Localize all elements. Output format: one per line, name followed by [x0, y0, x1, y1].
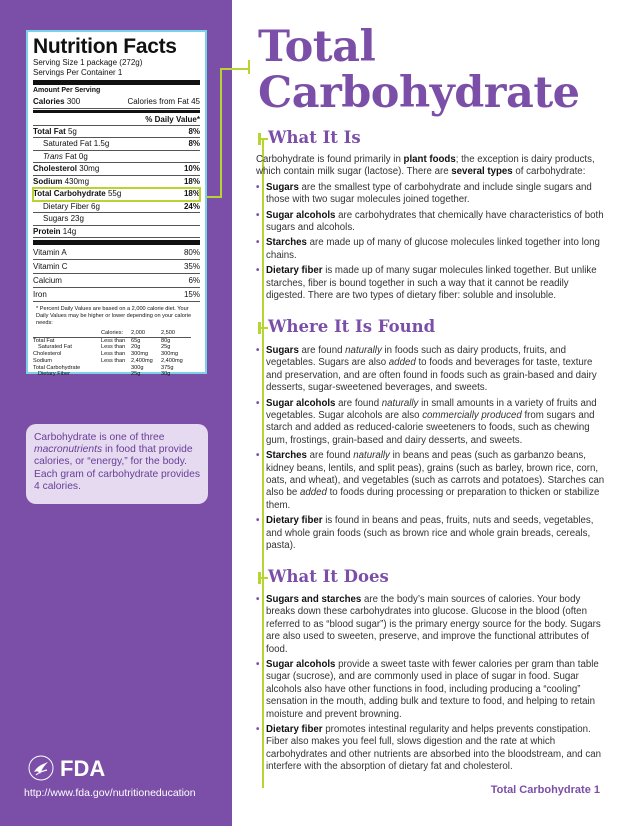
list-item: • Sugars are the smallest type of carbohydrate and include single sugars and those with two sugar molecules joined together. [256, 181, 592, 206]
nutrient-row-total-fat: Total Fat 5g 8% [33, 126, 200, 139]
nutrient-row-trans-fat: Trans Fat 0g [33, 151, 200, 164]
svg-text:FDA: FDA [60, 757, 106, 779]
calories-row: Calories 300 Calories from Fat 45 [33, 96, 200, 109]
section-heading-where-found: Where It Is Found [268, 317, 436, 336]
section-tick-line [258, 327, 268, 329]
section-what-it-is [256, 154, 608, 305]
nutrient-row-cholesterol: Cholesterol 30mg 10% [33, 163, 200, 176]
footer-label: Total Carbohydrate [490, 784, 591, 796]
macronutrient-callout: Carbohydrate is one of three macronutrients in food that provide calories, or “energy,” for the body. Each gram of carbohydrate provides 4 calories. [26, 424, 208, 504]
calories-from-fat: Calories from Fat 45 [127, 97, 200, 106]
section-where-found [256, 345, 608, 556]
nutrition-facts-title: Nutrition Facts [33, 35, 177, 58]
nutrient-row-dietary-fiber: Dietary Fiber 6g 24% [33, 201, 200, 214]
what-it-is-intro: Carbohydrate is found primarily in plant foods; the exception is dairy products, which contain milk sugar (lactose). There are several types of carbohydrate: [256, 154, 595, 178]
page-footer [491, 784, 600, 796]
list-item: • Dietary fiber is found in beans and peas, fruits, nuts and seeds, vegetables, and whole grain foods (such as brown rice and whole grain breads, cereals, pasta). [256, 515, 594, 552]
vitamin-row: Iron 15% [33, 288, 200, 302]
list-item: • Sugar alcohols provide a sweet taste with fewer calories per gram than table sugar (sucrose), and are commonly used in place of sugar in food. Sugar alcohols also have other functions in food, including producing a “cooling” sensation in the mouth, adding bulk and texture to food, and helping to retain moisture and prevent browning. [256, 659, 599, 720]
list-item: • Dietary fiber is made up of many sugar molecules linked together. But unlike starches, fiber is bound together in such a way that it cannot be readily digested. There are two types of dietary fiber: soluble and insoluble. [256, 265, 597, 302]
hhs-eagle-icon [28, 755, 54, 781]
list-item: • Sugars are found naturally in foods such as dairy products, fruits, and vegetables. Sugars are also added to foods and beverages for taste, texture and preservation, and are often found in foods such as grain-based and dairy desserts, sugar-sweetened beverages, and sweets. [256, 345, 597, 394]
vitamin-row: Vitamin A 80% [33, 246, 200, 260]
amount-per-serving: Amount Per Serving [33, 87, 101, 94]
label-divider [33, 240, 200, 245]
vitamin-row: Vitamin C 35% [33, 260, 200, 274]
list-item: • Dietary fiber promotes intestinal regularity and helps prevents constipation. Fiber also makes you feel full, slows digestion and the rate at which carbohydrates and other nutrients are absorbed into the bloodstream, and can interfere with the absorption of dietary fat and cholesterol. [256, 724, 601, 773]
nutrient-row-sodium: Sodium 430mg 18% [33, 176, 200, 189]
label-footnote: * Percent Daily Values are based on a 2,000 calorie diet. Your Daily Values may be higher or lower depending on your calorie needs: [36, 306, 192, 326]
section-heading-what-it-is: What It Is [268, 128, 361, 147]
connector-line [220, 68, 248, 70]
nutrient-row-protein: Protein 14g [33, 226, 200, 239]
label-divider [33, 110, 200, 113]
page-number: 1 [593, 784, 600, 796]
nutrient-row-sugars: Sugars 23g [33, 213, 200, 226]
fda-logo [28, 755, 110, 781]
list-item: • Starches are found naturally in beans and peas (such as garbanzo beans, kidney beans, lentils, and split peas), grains (such as barley, brown rice, corn, oats, and wheat), and vegetables (such as carrots and potatoes). Starches can also be added to foods during processing or preparation to thicken or stabilize them. [256, 450, 605, 511]
list-item: • Sugars and starches are the body’s main sources of calories. Your body breaks down these carbohydrates into glucose. Glucose in the blood (often referred to as “blood sugar”) is the primary energy source for the body. Sugars are also used to sweeten, preserve, and improve the functional attributes of food. [256, 594, 601, 655]
label-divider [33, 80, 200, 85]
vitamin-row: Calcium 6% [33, 274, 200, 288]
section-tick-line [258, 577, 268, 579]
servings-per-container: Servings Per Container 1 [33, 68, 123, 77]
nutrition-facts-label [26, 30, 207, 378]
page-title: Total Carbohydrate [258, 22, 580, 118]
fda-wordmark [60, 757, 110, 779]
daily-value-header: % Daily Value* [33, 114, 200, 126]
list-item: • Starches are made up of many of glucose molecules linked together into long chains. [256, 237, 600, 261]
nutrient-row-saturated-fat: Saturated Fat 1.5g 8% [33, 138, 200, 151]
daily-values-table: Calories: 2,000 2,500 Total Fat Less than 65g 80g Saturated Fat Less than 20g 25g Cholesterol Less than 300mg 300mg Sodium Less than 2,400mg 2,400mg Total Carbohydrate 300g 375g Dietary Fiber 25g 30g [33, 330, 200, 378]
fda-url-link[interactable]: http://www.fda.gov/nutritioneducation [24, 787, 196, 799]
vitamins-minerals [33, 246, 200, 302]
list-item: • Sugar alcohols are carbohydrates that chemically have characteristics of both sugars and alcohols. [256, 209, 604, 234]
section-heading-what-it-does: What It Does [268, 567, 389, 586]
connector-line [220, 68, 222, 198]
connector-line [207, 196, 221, 198]
serving-size: Serving Size 1 package (272g) [33, 58, 143, 67]
connector-line [248, 60, 250, 74]
list-item: • Sugar alcohols are found naturally in small amounts in a variety of fruits and vegetables. Sugar alcohols are also commercially produced from sugars and starch and added as reduced-calorie sweeteners to foods, such as chewing gum, frostings, grain-based and dairy desserts, and sweets. [256, 397, 597, 446]
section-what-it-does [256, 594, 608, 777]
nutrient-row-total-carbohydrate: Total Carbohydrate 55g 18% [33, 188, 200, 201]
section-tick-line [258, 138, 268, 140]
left-sidebar [0, 0, 232, 826]
